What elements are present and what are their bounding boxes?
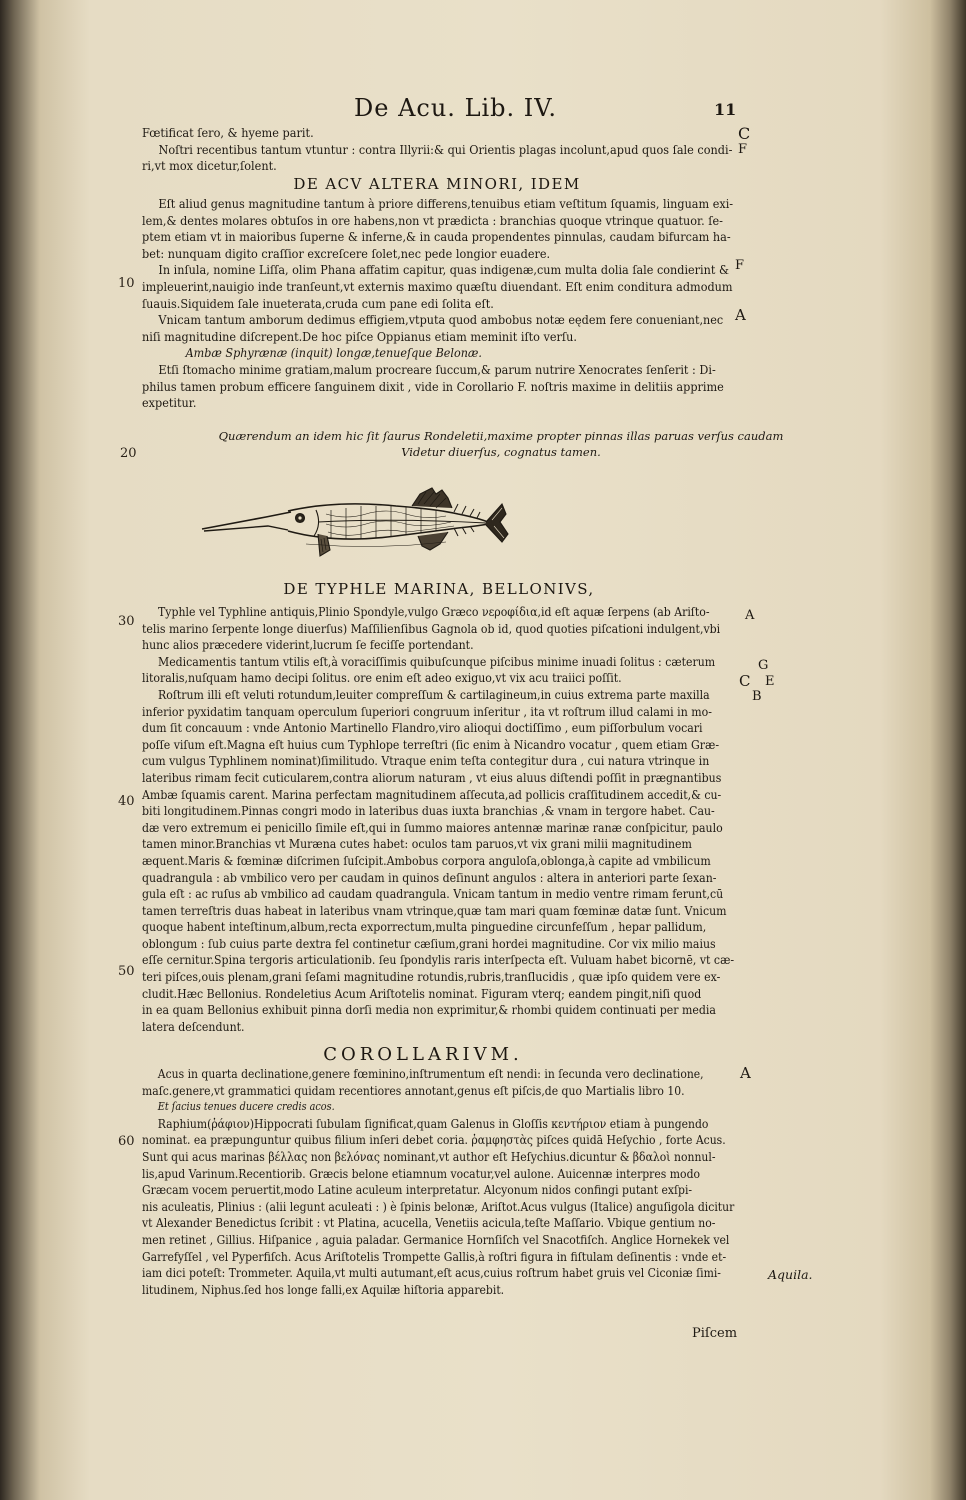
text-line: vt Alexander Benedictus ſcribit : vt Platina, acucella, Venetiis acicula,teſte Maſſario. Vbique gentium no- bbox=[142, 1216, 716, 1231]
margin-letter: F bbox=[735, 258, 745, 273]
text-line: philus tamen probum efficere ſanguinem dixit , vide in Corollario F. noſtris maxime in delitiis apprime bbox=[142, 379, 724, 394]
line-number: 30 bbox=[118, 614, 135, 629]
margin-letter: G bbox=[758, 658, 769, 673]
text-line: Eſt aliud genus magnitudine tantum à priore differens,tenuibus etiam veſtitum ſquamis, linguam exi- bbox=[158, 197, 734, 211]
text-line: ptem etiam vt in maioribus ſuperne & inferne,& in cauda propendentes pinnulas, caudam bifurcam ha- bbox=[142, 230, 731, 245]
text-line: Raphium(ῥάφιον)Hippocrati ſubulam ſignificat,quam Galenus in Gloſſis κεντήριον etiam à pungendo bbox=[157, 1116, 709, 1131]
verse-line: Ambæ Sphyrænæ (inquit) longæ,tenueſque Belonæ. bbox=[185, 346, 482, 361]
text-line: Acus in quarta declinatione,genere fœminino,inſtrumentum eſt nendi: in ſecunda vero declinatione, bbox=[157, 1067, 704, 1081]
text-line: telis marino ſerpente longe diuerſus) Maſſilienſibus Gagnola ob id, quod quoties piſcationi indulgent,vbi bbox=[142, 621, 721, 636]
section-2-body bbox=[142, 604, 806, 1035]
text-line: eſſe cernitur.Spina tergoris articulationib. ſeu ſpondylis raris interſpecta eſt. Vuluam habet bicornē, vt cæ- bbox=[142, 953, 735, 968]
margin-letter: F bbox=[738, 142, 748, 157]
text-line: Typhle vel Typhline antiquis,Plinio Spondyle,vulgo Græco νεροφίδια,id eſt aquæ ſerpens (ab Ariſto- bbox=[158, 605, 710, 619]
figure-caption-line-2: Videtur diuerſus, cognatus tamen. bbox=[401, 445, 601, 459]
catchword: Piſcem bbox=[692, 1326, 738, 1341]
text-line: poſſe viſum eſt.Magna eſt huius cum Typhlope terreſtri (ſic enim à Nicandro vocatur , quem etiam Græ- bbox=[142, 737, 720, 752]
line-number: 50 bbox=[118, 964, 135, 979]
text-line: Vnicam tantum amborum dedimus effigiem,vtputa quod ambobus notæ eędem fere conueniant,nec bbox=[158, 313, 724, 328]
section-heading-typhle: DE TYPHLE MARINA, BELLONIVS, bbox=[283, 580, 595, 598]
text-line: inferior pyxidatim tanquam operculum ſuperiori congruum inſeritur , ita vt roſtrum illud calami in mo- bbox=[142, 704, 712, 719]
margin-letter: A bbox=[735, 306, 746, 324]
margin-letter: A bbox=[745, 608, 755, 623]
text-line: Ambæ ſquamis carent. Marina perfectam magnitudinem aſſecuta,ad pollicis craſſitudinem accedit,& cu- bbox=[142, 787, 722, 802]
line-number: 40 bbox=[118, 794, 135, 809]
text-line: Medicamentis tantum vtilis eſt,à voraciſſimis quibuſcunque piſcibus minime inuadi ſolitus : cæterum bbox=[158, 654, 716, 669]
verse-line: Et ſacius tenues ducere credis acos. bbox=[157, 1100, 335, 1114]
fish-woodcut-illustration bbox=[196, 484, 526, 574]
text-line: Sunt qui acus marinas βέλλας non βελόνας nominant,vt author eſt Heſychius.dicuntur & βδαλοὶ nonnul- bbox=[142, 1149, 716, 1164]
margin-letter: C bbox=[739, 672, 751, 690]
text-line: æquent.Maris & fœminæ diſcrimen ſuſcipit.Ambobus corpora anguloſa,oblonga,à capite ad vmbilicum bbox=[142, 853, 711, 868]
page-number: 11 bbox=[714, 100, 737, 119]
line-number: 20 bbox=[120, 446, 137, 461]
text-line: latera deſcendunt. bbox=[142, 1019, 245, 1034]
text-line: nominat. ea præpunguntur quibus filium inſeri debet coria. ῥαμφηστὰς piſces quidā Heſychio , forte Acus. bbox=[142, 1133, 726, 1148]
text-line: in ea quam Bellonius exhibuit pinna dorſi media non exprimitur,& rhombi quidem continuati per media bbox=[142, 1003, 716, 1018]
text-line: nis aculeatis, Plinius : (alii legunt aculeati : ) è ſpinis belonæ, Ariſtot.Acus vulgus (Italice) anguſigola dicitur bbox=[142, 1199, 735, 1214]
text-line: Roſtrum illi eſt veluti rotundum,leuiter compreſſum & cartilagineum,in cuius extrema parte maxilla bbox=[158, 687, 710, 702]
text-line: lateribus rimam fecit cuticularem,contra aliorum naturam , vt eius aluus diſtendi poſſit in prægnantibus bbox=[142, 770, 722, 785]
text-line: men retinet , Gillius. Hiſpanice , aguia paladar. Germanice Hornſiſch vel Snacotfiſch. Anglice Hornekek vel bbox=[142, 1232, 730, 1247]
text-line: teri piſces,ouis plenam,grani ſeſami magnitudine rotundis,rubris,tranſlucidis , quæ ipſo quidem vere ex- bbox=[142, 970, 721, 985]
margin-note-aquila: Aquila. bbox=[768, 1267, 813, 1282]
line-number: 10 bbox=[118, 276, 135, 291]
margin-letter: E bbox=[765, 674, 775, 689]
margin-letter: C bbox=[738, 124, 751, 143]
text-line: niſi magnitudine diſcrepent.De hoc piſce Oppianus etiam meminit iſto verſu. bbox=[142, 329, 577, 344]
text-line: dæ vero extremum ei penicillo ſimile eſt,qui in ſummo maiores antennæ marinæ ranæ conſpicitur, paulo bbox=[142, 820, 723, 835]
section-heading-acu-minori: DE ACV ALTERA MINORI, IDEM bbox=[293, 175, 581, 193]
margin-letter: B bbox=[752, 689, 762, 704]
text-line: Fœtificat ſero, & hyeme parit. bbox=[142, 126, 314, 140]
text-line: lem,& dentes molares obtuſos in ore habens,non vt prædicta : branchias quoque vtrinque quatuor. ſe- bbox=[142, 213, 723, 228]
section-1-body bbox=[142, 196, 789, 412]
text-line: maſc.genere,vt grammatici quidam recentiores annotant,genus eſt piſcis,de quo Martialis libro 10. bbox=[142, 1083, 685, 1098]
text-line: iam dici poteſt: Trommeter. Aquila,vt multi autumant,eſt acus,cuius roſtrum habet gruis vel Ciconiæ ſimi- bbox=[142, 1266, 721, 1281]
text-line: In inſula, nomine Liſſa, olim Phana affatim capitur, quas indigenæ,cum multa dolia ſale condierint & bbox=[158, 263, 729, 278]
running-title: De Acu. Lib. IV. bbox=[354, 94, 558, 122]
text-line: Etſi ſtomacho minime gratiam,malum procreare ſuccum,& parum nutrire Xenocrates ſenſerit : Di- bbox=[158, 362, 716, 377]
text-line: cludit.Hæc Bellonius. Rondeletius Acum Ariſtotelis nominat. Figuram vterq; eandem pingit,niſi quod bbox=[142, 986, 702, 1001]
section-3-body bbox=[142, 1066, 814, 1298]
text-line: gula eſt : ac ruſus ab vmbilico ad caudam quadrangula. Vnicam tantum in medio ventre rimam ferunt,cū bbox=[142, 887, 724, 902]
text-line: lis,apud Varinum.Recentiorib. Græcis belone etiamnum vocatur,vel aulone. Auicennæ interpres modo bbox=[142, 1166, 701, 1181]
text-line: tamen minor.Branchias vt Muræna cutes habet: oculos tam paruos,vt vix grani milii magnitudinem bbox=[142, 837, 692, 852]
section-heading-corollarium: COROLLARIVM. bbox=[323, 1044, 523, 1065]
text-line: ri,vt mox dicetur,ſolent. bbox=[142, 159, 277, 174]
text-line: dum ſit concauum : vnde Antonio Martinello Flandro,viro alioqui doctiſſimo , eum piſſorbulum vocari bbox=[142, 721, 703, 736]
text-line: biti longitudinem.Pinnas congri modo in lateribus duas iuxta branchias ,& vnam in tergore habet. Cau- bbox=[142, 804, 715, 819]
text-line: impleuerint,nauigio inde tranſeunt,vt externis maximo quæſtu diuendant. Eſt enim conditura admodum bbox=[142, 279, 733, 294]
figure-caption-line-1: Quærendum an idem hic ſit ſaurus Rondeletii,maxime propter pinnas illas paruas verſus caudam bbox=[218, 429, 784, 443]
text-line: Garrefyſſel , vel Pyperfiſch. Acus Ariſtotelis Trompette Gallis,à roſtri figura in fiſtulam deſinentis : vnde et- bbox=[142, 1249, 727, 1264]
text-line: ſuauis.Siquidem ſale inueterata,cruda cum pane edi ſolita eſt. bbox=[142, 296, 494, 311]
text-line: bet: nunquam digito craſſior excreſcere ſolet,nec pede longior euadere. bbox=[142, 246, 551, 261]
text-line: Græcam vocem peruertit,modo Latine aculeum interpretatur. Alcyonum nidos confingi putant exſpi- bbox=[142, 1183, 693, 1198]
text-line: litoralis,nuſquam hamo decipi ſolitus. ore enim eſt adeo exiguo,vt vix acu traiici poſſit. bbox=[142, 671, 622, 686]
text-line: quadrangula : ab vmbilico vero per caudam in quinos deſinunt angulos : altera in anteriori parte ſexan- bbox=[142, 870, 717, 885]
line-number: 60 bbox=[118, 1134, 135, 1149]
text-line: quoque habent inteſtinum,album,recta exporrectum,multa pinguedine circunfeſſum , hepar pallidum, bbox=[142, 920, 707, 935]
text-line: hunc alios præcedere viderint,lucrum ſe feciſſe portendant. bbox=[142, 638, 474, 653]
text-line: cum vulgus Typhlinem nominat)ſimilitudo. Vtraque enim teſta contegitur dura , cui natura vtrinque in bbox=[142, 754, 710, 769]
section-1-intro bbox=[142, 125, 786, 175]
text-line: Noſtri recentibus tantum vtuntur : contra Illyrii:& qui Orientis plagas incolunt,apud quos ſale condi- bbox=[158, 142, 733, 157]
text-line: litudinem, Niphus.ſed hos longe falli,ex Aquilæ hiſtoria apparebit. bbox=[142, 1282, 505, 1297]
margin-letter: A bbox=[740, 1064, 751, 1082]
text-line: tamen terreſtris duas habeat in lateribus vnam vtrinque,quæ tam mari quam fœminæ datæ ſunt. Vnicum bbox=[142, 903, 727, 918]
text-line: oblongum : ſub cuius parte dextra fel continetur cæſium,grani hordei magnitudine. Cor vix milio maius bbox=[142, 936, 716, 951]
text-line: expetitur. bbox=[142, 396, 197, 411]
